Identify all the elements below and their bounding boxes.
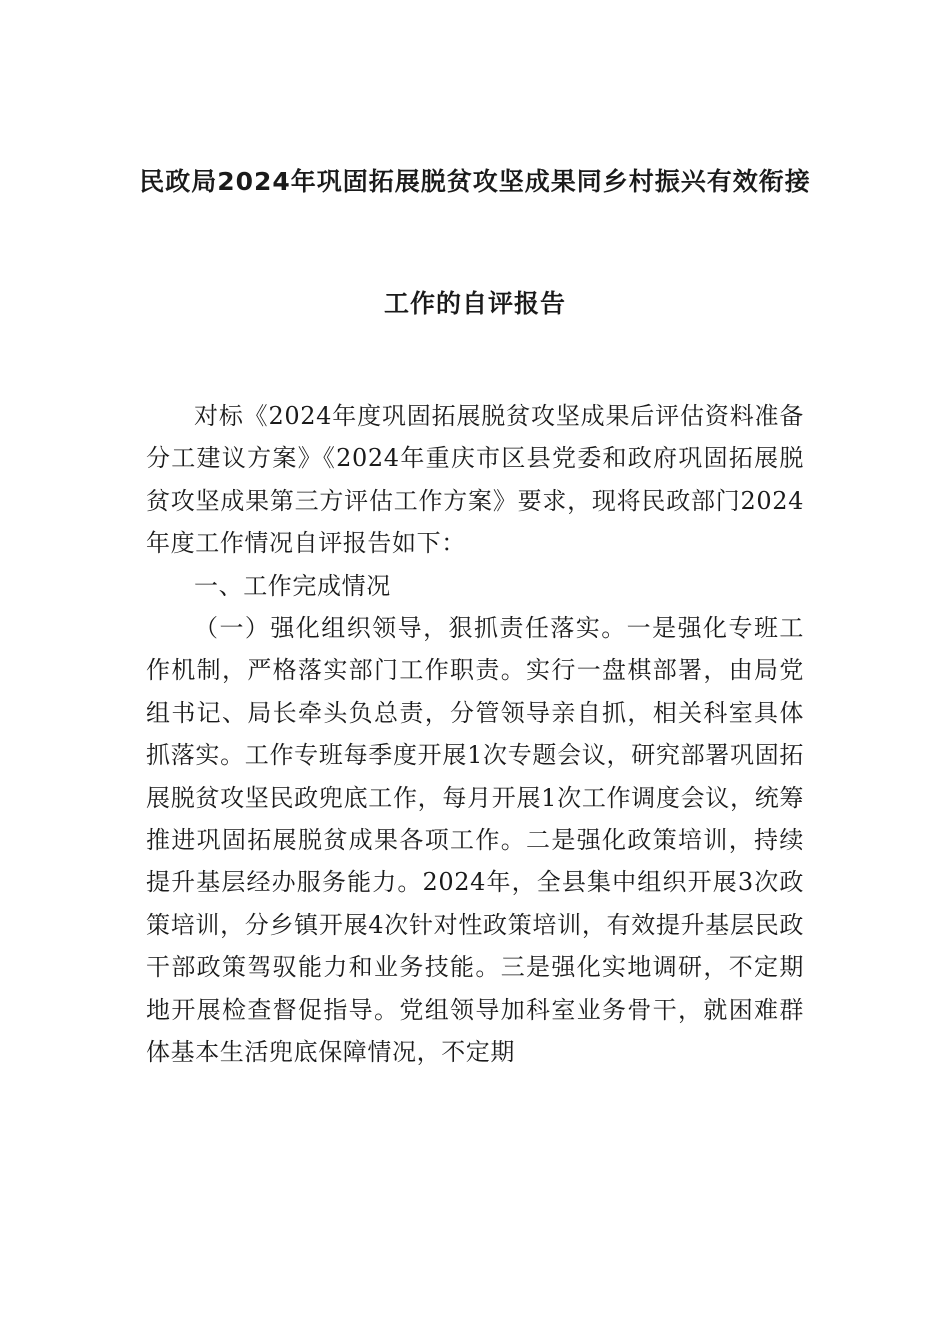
body-paragraph: （一）强化组织领导，狠抓责任落实。一是强化专班工作机制，严格落实部门工作职责。实行一盘棋部署，由局党组书记、局长牵头负总责，分管领导亲自抓，相关科室具体抓落实。工作专班每季度开展1次专题会议，研究部署巩固拓展脱贫攻坚民政兜底工作，每月开展1次工作调度会议，统筹推进巩固拓展脱贫成果各项工作。二是强化政策培训，持续提升基层经办服务能力。2024年，全县集中组织开展3次政策培训，分乡镇开展4次针对性政策培训，有效提升基层民政干部政策驾驭能力和业务技能。三是强化实地调研，不定期地开展检查督促指导。党组领导加科室业务骨干，就困难群体基本生活兜底保障情况，不定期 [146,614,804,1067]
document-title-line-1: 民政局2024年巩固拓展脱贫攻坚成果同乡村振兴有效衔接 [139,167,811,196]
document-body [146,395,804,1074]
section-heading: 一、工作完成情况 [194,571,391,600]
intro-paragraph: 对标《2024年度巩固拓展脱贫攻坚成果后评估资料准备分工建议方案》《2024年重庆市区县党委和政府巩固拓展脱贫攻坚成果第三方评估工作方案》要求，现将民政部门2024年度工作情况自评报告如下： [146,402,804,558]
document-title-line-2: 工作的自评报告 [383,289,566,318]
